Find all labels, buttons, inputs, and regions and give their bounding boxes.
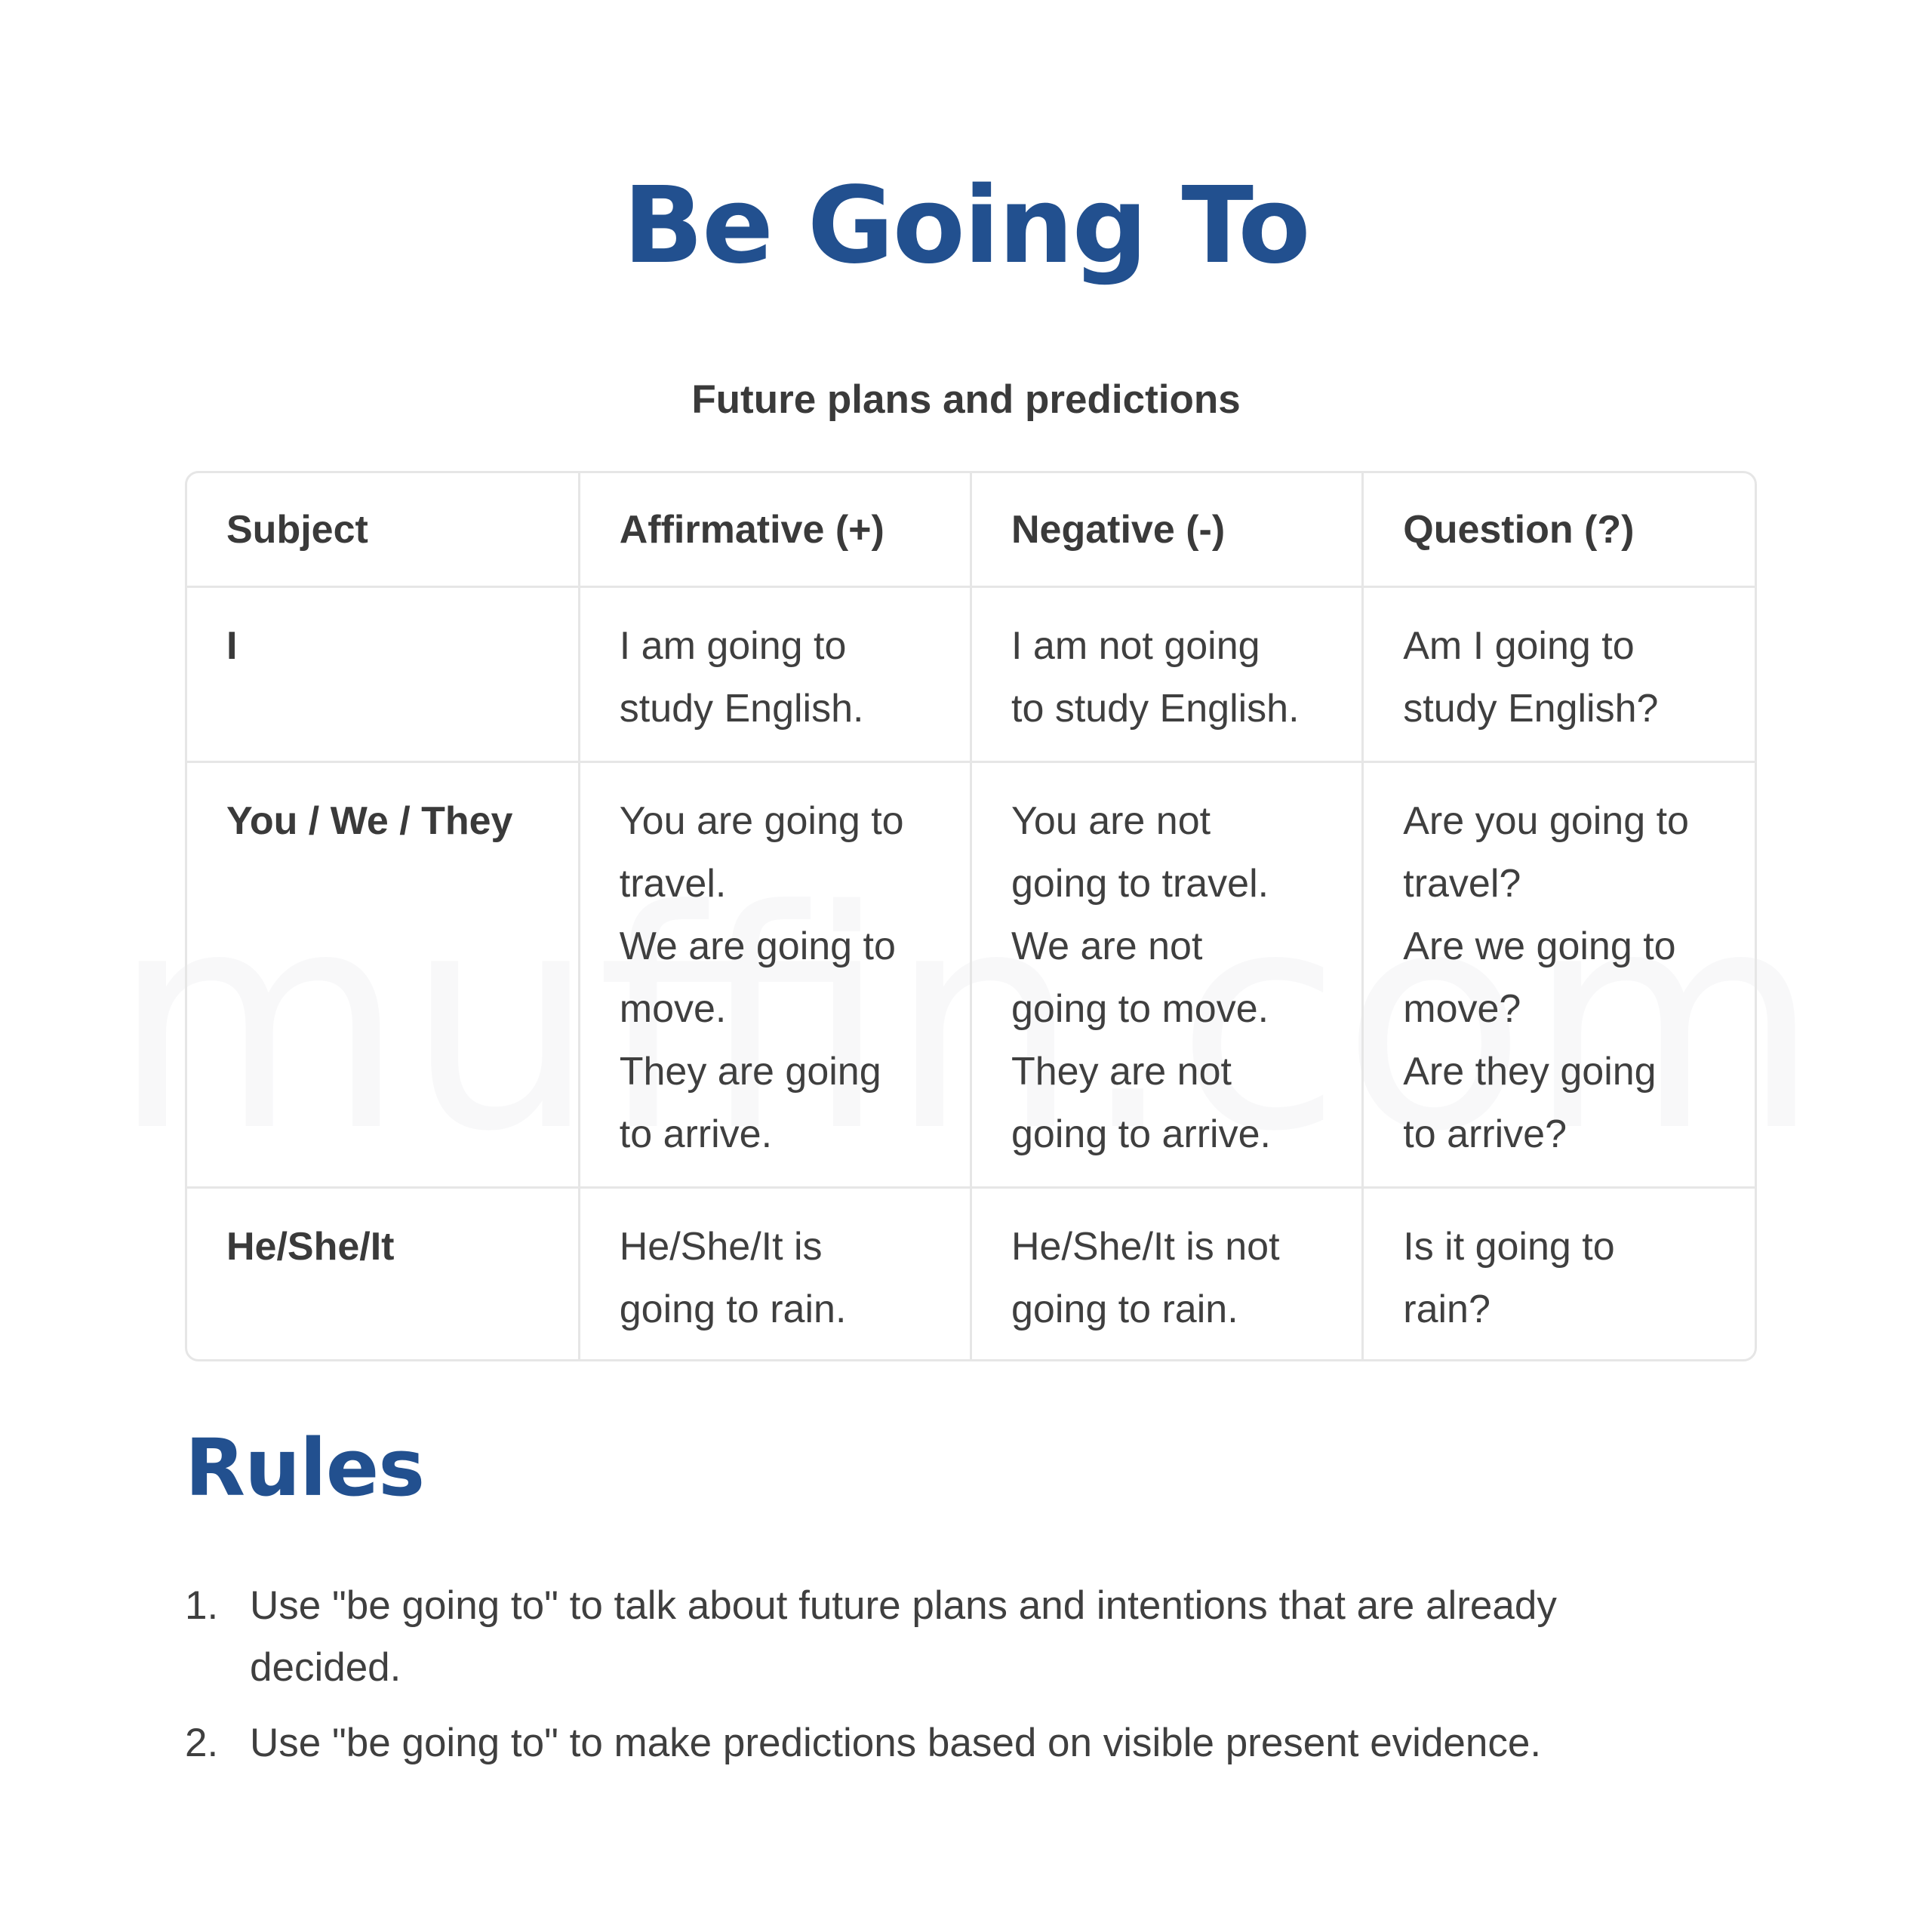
header-negative: Negative (-): [971, 473, 1363, 586]
page-subtitle: Future plans and predictions: [691, 377, 1241, 422]
cell-line: We are going to: [619, 924, 896, 968]
question-cell: [1363, 1187, 1755, 1361]
negative-cell: [971, 586, 1363, 761]
cell-line: Am I going to: [1403, 623, 1635, 668]
affirmative-cell: [579, 586, 971, 761]
cell-line: going to travel.: [1011, 861, 1269, 906]
table-header-row: [187, 473, 1755, 586]
subject-cell: You / We / They: [187, 761, 579, 1187]
list-item-number: 2.: [185, 1721, 219, 1765]
cell-line: He/She/It is not: [1011, 1224, 1280, 1269]
cell-line: We are not: [1011, 924, 1203, 968]
negative-cell: [971, 1187, 1363, 1361]
list-item-line: decided.: [250, 1645, 401, 1690]
cell-line: study English?: [1403, 686, 1659, 731]
subject-cell: He/She/It: [187, 1187, 579, 1361]
subject-cell: I: [187, 586, 579, 761]
cell-line: to arrive?: [1403, 1112, 1567, 1156]
cell-line: going to arrive.: [1011, 1112, 1271, 1156]
rules-list: [185, 1575, 1740, 1788]
header-affirmative: Affirmative (+): [579, 473, 971, 586]
affirmative-cell: [579, 1187, 971, 1361]
cell-line: going to rain.: [619, 1287, 847, 1331]
cell-line: He/She/It is: [619, 1224, 823, 1269]
conjugation-table-container: [185, 471, 1757, 1361]
cell-line: I am not going: [1011, 623, 1260, 668]
cell-line: They are going: [619, 1049, 881, 1094]
cell-line: You are not: [1011, 798, 1211, 843]
rules-heading: Rules: [185, 1422, 425, 1514]
cell-line: Are we going to: [1403, 924, 1676, 968]
cell-line: I am going to: [619, 623, 847, 668]
table-row: [187, 586, 1755, 761]
cell-line: Are you going to: [1403, 798, 1689, 843]
negative-cell: [971, 761, 1363, 1187]
cell-line: going to move.: [1011, 986, 1269, 1031]
cell-line: to study English.: [1011, 686, 1300, 731]
header-subject: Subject: [187, 473, 579, 586]
page-title: Be Going To: [623, 165, 1309, 288]
cell-line: Are they going: [1403, 1049, 1657, 1094]
list-item: [185, 1575, 1740, 1699]
cell-line: to arrive.: [619, 1112, 773, 1156]
question-cell: [1363, 761, 1755, 1187]
cell-line: Is it going to: [1403, 1224, 1615, 1269]
list-item-line: Use "be going to" to talk about future plans and intentions that are already: [250, 1583, 1557, 1628]
cell-line: You are going to: [619, 798, 904, 843]
table-row: [187, 761, 1755, 1187]
list-item-line: Use "be going to" to make predictions based on visible present evidence.: [250, 1721, 1542, 1765]
question-cell: [1363, 586, 1755, 761]
cell-line: travel?: [1403, 861, 1521, 906]
cell-line: travel.: [619, 861, 727, 906]
conjugation-table: [187, 473, 1755, 1361]
list-item: [185, 1712, 1740, 1774]
cell-line: move?: [1403, 986, 1521, 1031]
affirmative-cell: [579, 761, 971, 1187]
cell-line: going to rain.: [1011, 1287, 1238, 1331]
list-item-number: 1.: [185, 1583, 219, 1628]
table-row: [187, 1187, 1755, 1361]
cell-line: move.: [619, 986, 727, 1031]
cell-line: rain?: [1403, 1287, 1491, 1331]
cell-line: They are not: [1011, 1049, 1232, 1094]
cell-line: study English.: [619, 686, 864, 731]
header-question: Question (?): [1363, 473, 1755, 586]
